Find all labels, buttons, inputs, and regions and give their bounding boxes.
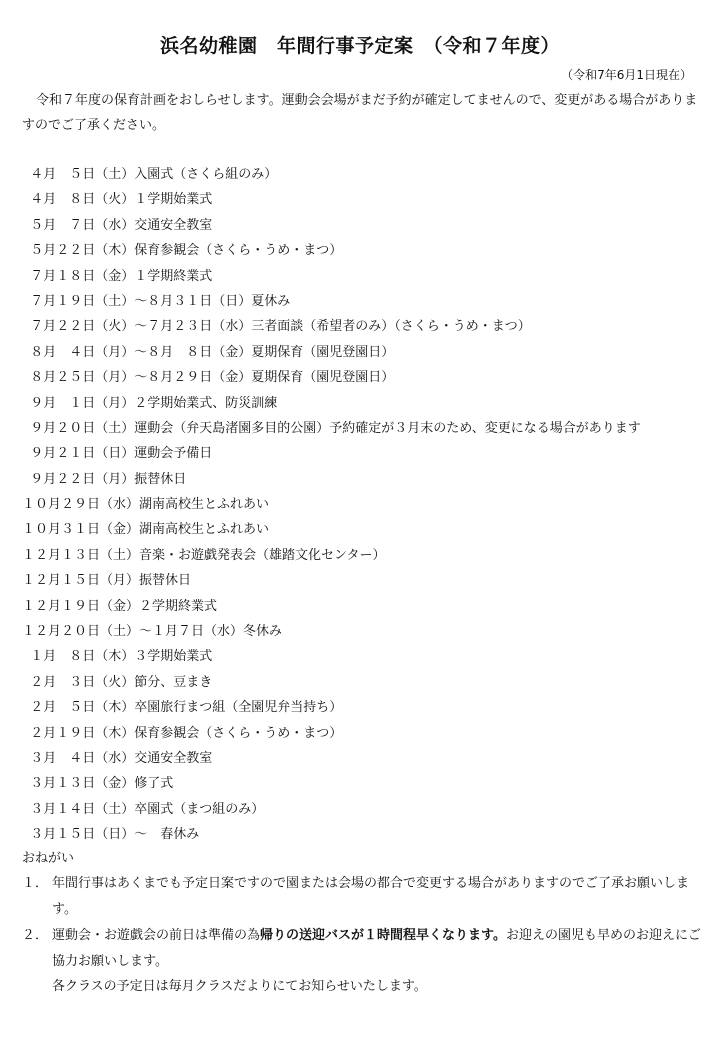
note-text-2-pre: 運動会・お遊戯会の前日は準備の為 <box>52 928 261 943</box>
document-title: 浜名幼稚園 年間行事予定案 （令和７年度） <box>159 35 560 57</box>
note-number-2: ２． <box>22 928 49 943</box>
event-item: １２月１３日（土）音楽・お遊戯発表会（雄踏文化センター） <box>22 547 386 563</box>
event-item: ７月１８日（金）１学期終業式 <box>22 268 213 284</box>
event-schedule-list <box>22 162 702 848</box>
event-item: １０月２９日（水）湖南高校生とふれあい <box>22 497 270 513</box>
event-item: ４月 ８日（火）１学期始業式 <box>22 192 213 208</box>
event-item: １２月１５日（月）振替休日 <box>22 573 192 589</box>
event-item: ９月２２日（月）振替休日 <box>22 471 187 487</box>
event-item: １０月３１日（金）湖南高校生とふれあい <box>22 522 270 538</box>
event-item: ７月１９日（土）～８月３１日（日）夏休み <box>22 293 291 309</box>
notes-list <box>22 871 702 975</box>
event-item: １２月２０日（土）～１月７日（水）冬休み <box>22 624 283 640</box>
event-item: ３月１４日（土）卒園式（まつ組のみ） <box>22 801 265 817</box>
event-item: ９月２０日（土）運動会（弁天島渚園多目的公園）予約確定が３月末のため、変更になる場合があります <box>22 420 641 436</box>
event-item: ２月１９日（木）保育参観会（さくら・うめ・まつ） <box>22 725 343 741</box>
notes-heading: おねがい <box>22 851 75 866</box>
event-item: ９月２１日（日）運動会予備日 <box>22 446 213 462</box>
event-item: ４月 ５日（土）入園式（さくら組のみ） <box>22 167 278 182</box>
note-item-1 <box>22 871 702 922</box>
note-text-1: 年間行事はあくまでも予定日案ですので園または会場の都合で変更する場合がありますのでご了承お願いします。 <box>52 876 690 917</box>
event-item: ８月 ４日（月）～８月 ８日（金）夏期保育（園児登園日） <box>22 344 395 360</box>
note-text-2-bold: 帰りの送迎バスが１時間程早くなります。 <box>260 928 506 943</box>
event-item: ３月１５日（日）～ 春休み <box>22 827 200 843</box>
footer-note: 各クラスの予定日は毎月クラスだよりにてお知らせいたします。 <box>52 979 427 994</box>
note-number-1: １． <box>22 876 49 891</box>
event-item: ３月 ４日（水）交通安全教室 <box>22 750 213 766</box>
event-item: ７月２２日（火）～７月２３日（水）三者面談（希望者のみ）（さくら・うめ・まつ） <box>22 319 531 335</box>
event-item: １２月１９日（金）２学期終業式 <box>22 598 218 614</box>
event-item: ２月 ５日（木）卒園旅行まつ組（全園児弁当持ち） <box>22 700 343 716</box>
event-item: １月 ８日（木）３学期始業式 <box>22 649 213 665</box>
note-item-2 <box>22 923 702 974</box>
event-item: ９月 １日（月）２学期始業式、防災訓練 <box>22 395 278 411</box>
event-item: ３月１３日（金）修了式 <box>22 776 174 792</box>
note-text-2-post: お迎えの園児も早めのお迎えにご協力お願いします。 <box>52 928 701 969</box>
event-item: ８月２５日（月）～８月２９日（金）夏期保育（園児登園日） <box>22 370 395 386</box>
event-item: ５月 ７日（水）交通安全教室 <box>22 217 213 233</box>
as-of-date: （令和7年6月1日現在） <box>561 68 692 82</box>
event-item: ２月 ３日（火）節分、豆まき <box>22 674 213 690</box>
intro-paragraph: 令和７年度の保育計画をおしらせします。運動会会場がまだ予約が確定してませんので、変更がある場合がありますのでご了承ください。 <box>22 93 698 133</box>
event-item: ５月２２日（木）保育参観会（さくら・うめ・まつ） <box>22 243 343 259</box>
